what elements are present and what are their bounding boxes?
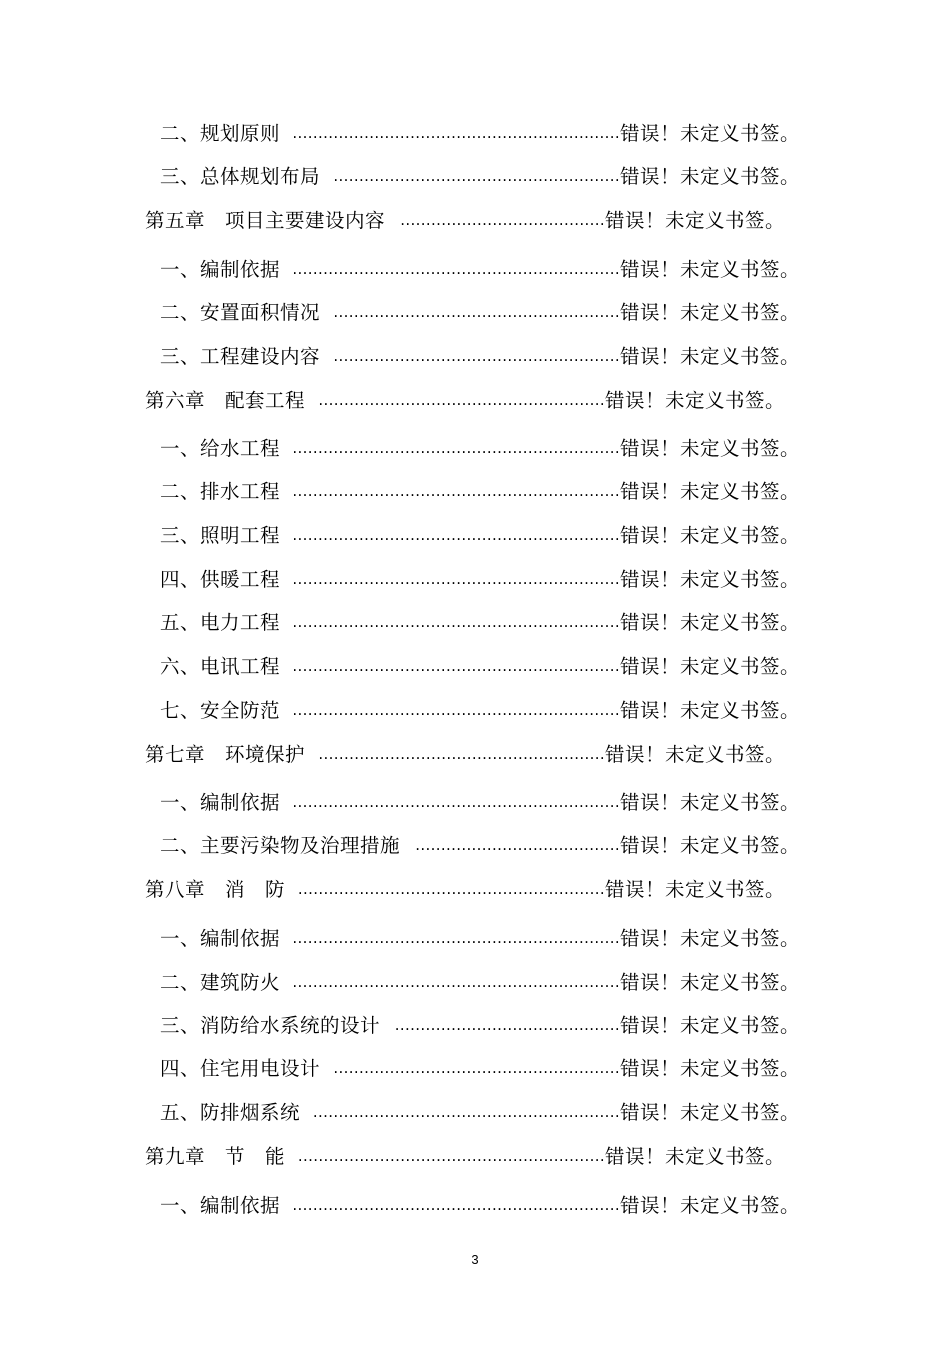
toc-entry-page-ref: 错误！未定义书签。 xyxy=(619,301,800,324)
toc-section-entry[interactable] xyxy=(160,340,800,370)
toc-entry-title: 三、消防给水系统的设计 xyxy=(160,1014,381,1037)
toc-entry-title: 二、安置面积情况 xyxy=(160,301,321,324)
toc-dot-leader xyxy=(294,966,620,996)
toc-entry-page-ref: 错误！未定义书签。 xyxy=(604,1145,785,1168)
toc-entry-title: 七、安全防范 xyxy=(160,699,281,722)
toc-dot-leader xyxy=(294,786,620,816)
toc-dot-leader xyxy=(294,606,620,636)
toc-entry-title: 二、排水工程 xyxy=(160,480,281,503)
toc-section-entry[interactable] xyxy=(160,966,800,996)
toc-section-entry[interactable] xyxy=(160,160,800,190)
toc-entry-title: 第八章 消 防 xyxy=(145,878,286,901)
toc-entry-title: 三、工程建设内容 xyxy=(160,345,321,368)
toc-entry-page-ref: 错误！未定义书签。 xyxy=(619,611,800,634)
toc-section-entry[interactable] xyxy=(160,117,800,147)
toc-section-entry[interactable] xyxy=(160,1189,800,1219)
toc-section-entry[interactable] xyxy=(160,475,800,505)
toc-dot-leader xyxy=(294,1189,620,1219)
toc-section-entry[interactable] xyxy=(160,1009,800,1039)
toc-entry-title: 第六章 配套工程 xyxy=(145,389,306,412)
toc-entry-title: 二、建筑防火 xyxy=(160,971,281,994)
toc-dot-leader xyxy=(319,738,605,768)
toc-entry-title: 二、主要污染物及治理措施 xyxy=(160,834,401,857)
toc-entry-page-ref: 错误！未定义书签。 xyxy=(619,971,800,994)
toc-section-entry[interactable] xyxy=(160,694,800,724)
toc-entry-title: 第五章 项目主要建设内容 xyxy=(145,209,386,232)
toc-entry-title: 一、编制依据 xyxy=(160,258,281,281)
toc-entry-page-ref: 错误！未定义书签。 xyxy=(619,791,800,814)
toc-dot-leader xyxy=(414,829,620,859)
toc-section-entry[interactable] xyxy=(160,296,800,326)
toc-dot-leader xyxy=(294,117,620,147)
toc-entry-page-ref: 错误！未定义书签。 xyxy=(604,389,785,412)
toc-entry-page-ref: 错误！未定义书签。 xyxy=(619,480,800,503)
toc-entry-page-ref: 错误！未定义书签。 xyxy=(619,1057,800,1080)
toc-entry-page-ref: 错误！未定义书签。 xyxy=(619,524,800,547)
toc-entry-title: 六、电讯工程 xyxy=(160,655,281,678)
toc-entry-title: 四、住宅用电设计 xyxy=(160,1057,321,1080)
toc-dot-leader xyxy=(294,432,620,462)
toc-entry-page-ref: 错误！未定义书签。 xyxy=(619,165,800,188)
toc-entry-page-ref: 错误！未定义书签。 xyxy=(619,122,800,145)
toc-dot-leader xyxy=(294,650,620,680)
toc-section-entry[interactable] xyxy=(160,519,800,549)
toc-section-entry[interactable] xyxy=(160,786,800,816)
toc-section-entry[interactable] xyxy=(160,1052,800,1082)
toc-dot-leader xyxy=(334,296,620,326)
toc-dot-leader xyxy=(399,204,605,234)
toc-entry-title: 第九章 节 能 xyxy=(145,1145,286,1168)
toc-dot-leader xyxy=(294,475,620,505)
toc-dot-leader xyxy=(294,563,620,593)
toc-entry-title: 一、编制依据 xyxy=(160,927,281,950)
toc-chapter-entry[interactable] xyxy=(145,204,785,234)
toc-section-entry[interactable] xyxy=(160,606,800,636)
toc-entry-title: 一、编制依据 xyxy=(160,791,281,814)
toc-dot-leader xyxy=(299,873,605,903)
toc-section-entry[interactable] xyxy=(160,563,800,593)
toc-section-entry[interactable] xyxy=(160,253,800,283)
toc-dot-leader xyxy=(334,340,620,370)
toc-dot-leader xyxy=(294,253,620,283)
toc-entry-title: 五、电力工程 xyxy=(160,611,281,634)
toc-entry-title: 一、给水工程 xyxy=(160,437,281,460)
toc-section-entry[interactable] xyxy=(160,922,800,952)
toc-entry-page-ref: 错误！未定义书签。 xyxy=(619,1014,800,1037)
toc-entry-title: 二、规划原则 xyxy=(160,122,281,145)
toc-entry-page-ref: 错误！未定义书签。 xyxy=(619,655,800,678)
toc-dot-leader xyxy=(319,384,605,414)
toc-section-entry[interactable] xyxy=(160,432,800,462)
toc-dot-leader xyxy=(294,519,620,549)
toc-entry-title: 五、防排烟系统 xyxy=(160,1101,301,1124)
toc-entry-page-ref: 错误！未定义书签。 xyxy=(619,927,800,950)
toc-section-entry[interactable] xyxy=(160,650,800,680)
toc-entry-page-ref: 错误！未定义书签。 xyxy=(619,345,800,368)
toc-entry-title: 三、照明工程 xyxy=(160,524,281,547)
toc-dot-leader xyxy=(394,1009,620,1039)
toc-entry-page-ref: 错误！未定义书签。 xyxy=(619,437,800,460)
toc-dot-leader xyxy=(334,1052,620,1082)
toc-entry-page-ref: 错误！未定义书签。 xyxy=(619,699,800,722)
toc-dot-leader xyxy=(299,1140,605,1170)
toc-chapter-entry[interactable] xyxy=(145,1140,785,1170)
toc-entry-page-ref: 错误！未定义书签。 xyxy=(619,1194,800,1217)
toc-dot-leader xyxy=(294,694,620,724)
toc-entry-title: 三、总体规划布局 xyxy=(160,165,321,188)
toc-chapter-entry[interactable] xyxy=(145,384,785,414)
toc-dot-leader xyxy=(334,160,620,190)
page-number: 3 xyxy=(471,1252,479,1267)
toc-entry-page-ref: 错误！未定义书签。 xyxy=(604,209,785,232)
toc-dot-leader xyxy=(294,922,620,952)
toc-section-entry[interactable] xyxy=(160,1096,800,1126)
toc-entry-page-ref: 错误！未定义书签。 xyxy=(604,878,785,901)
toc-chapter-entry[interactable] xyxy=(145,873,785,903)
toc-section-entry[interactable] xyxy=(160,829,800,859)
toc-entry-page-ref: 错误！未定义书签。 xyxy=(619,1101,800,1124)
toc-entry-title: 第七章 环境保护 xyxy=(145,743,306,766)
toc-chapter-entry[interactable] xyxy=(145,738,785,768)
toc-entry-page-ref: 错误！未定义书签。 xyxy=(619,258,800,281)
toc-entry-title: 四、供暖工程 xyxy=(160,568,281,591)
toc-entry-page-ref: 错误！未定义书签。 xyxy=(619,568,800,591)
toc-dot-leader xyxy=(314,1096,620,1126)
toc-entry-page-ref: 错误！未定义书签。 xyxy=(619,834,800,857)
toc-entry-title: 一、编制依据 xyxy=(160,1194,281,1217)
toc-entry-page-ref: 错误！未定义书签。 xyxy=(604,743,785,766)
